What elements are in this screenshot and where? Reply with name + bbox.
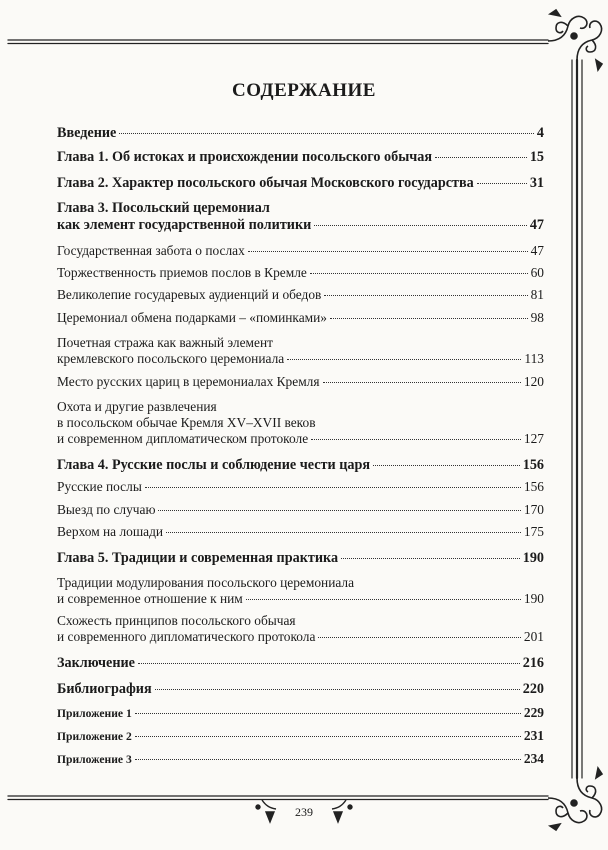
dot-leader: [135, 759, 521, 760]
toc-entry-title: Глава 3. Посольский церемониал: [57, 200, 270, 216]
toc-entry[interactable]: [57, 457, 544, 474]
toc-entry-page: 113: [524, 351, 544, 366]
toc-entry-title: Торжественность приемов послов в Кремле: [57, 265, 307, 280]
dot-leader: [119, 133, 534, 134]
toc-entry-title: Выезд по случаю: [57, 502, 156, 517]
dot-leader: [310, 273, 528, 274]
toc-entry-title: и современном дипломатическом протоколе: [57, 431, 309, 446]
toc-entry[interactable]: [57, 705, 544, 721]
toc-entry[interactable]: [57, 310, 544, 326]
toc-entry-page: 15: [529, 149, 544, 165]
toc-entry-page: 4: [536, 125, 544, 141]
toc-entry[interactable]: [57, 149, 544, 166]
toc-entry-title: как элемент государственной политики: [57, 217, 312, 233]
toc-entry[interactable]: [57, 200, 544, 217]
toc-entry-title: Русские послы: [57, 479, 142, 494]
toc-entry[interactable]: [57, 728, 544, 744]
toc-entry-title: кремлевского посольского церемониала: [57, 351, 285, 366]
toc-entry-title: Охота и другие развлечения: [57, 399, 217, 414]
toc-entry-title: Традиции модулирования посольского церемониала: [57, 575, 355, 590]
toc-entry-page: 98: [530, 310, 544, 325]
toc-entry[interactable]: [57, 431, 544, 447]
toc-entry-page: 47: [530, 243, 544, 258]
toc-entry-title: Глава 2. Характер посольского обычая Московского государства: [57, 175, 474, 191]
toc-entry-title: Церемониал обмена подарками – «поминками»: [57, 310, 327, 325]
toc-entry-title: Приложение 3: [57, 753, 132, 766]
toc-entry-page: 229: [523, 705, 544, 720]
toc-entry-page: 216: [522, 655, 544, 671]
toc-entry[interactable]: [57, 629, 544, 645]
toc-entry-title: Глава 5. Традиции и современная практика: [57, 550, 339, 566]
corner-ornament-top-icon: [548, 10, 602, 70]
toc-entry[interactable]: [57, 415, 544, 431]
toc-entry[interactable]: [57, 243, 544, 259]
toc-entry-page: 170: [523, 502, 544, 517]
toc-entry[interactable]: [57, 751, 544, 767]
toc-entry-title: Библиография: [57, 681, 152, 697]
toc-entry[interactable]: [57, 265, 544, 281]
toc-entry-title: Заключение: [57, 655, 135, 671]
dot-leader: [138, 663, 520, 664]
toc-entry[interactable]: [57, 591, 544, 607]
toc-entry-page: 231: [523, 728, 544, 743]
toc-entry-title: Глава 4. Русские послы и соблюдение чести царя: [57, 457, 371, 473]
toc-entry-page: 175: [523, 524, 544, 539]
dot-leader: [166, 532, 521, 533]
toc-entry-page: 201: [523, 629, 544, 644]
toc-entry[interactable]: [57, 479, 544, 495]
toc-entry[interactable]: [57, 217, 544, 234]
toc-entry[interactable]: [57, 374, 544, 390]
dot-leader: [135, 713, 521, 714]
toc-entry-page: 31: [529, 175, 544, 191]
toc-entry-page: 120: [523, 374, 544, 389]
dot-leader: [311, 439, 521, 440]
toc-entry[interactable]: [57, 575, 544, 591]
toc-entry-title: Почетная стража как важный элемент: [57, 335, 273, 350]
dot-leader: [287, 359, 521, 360]
toc-entry[interactable]: [57, 335, 544, 351]
toc-entry-title: в посольском обычае Кремля XV–XVII веков: [57, 415, 316, 430]
toc-entry[interactable]: [57, 681, 544, 698]
toc-entry[interactable]: [57, 175, 544, 192]
toc-entry-title: Место русских цариц в церемониалах Кремля: [57, 374, 320, 389]
toc-entry-title: и современное отношение к ним: [57, 591, 243, 606]
dot-leader: [324, 295, 527, 296]
toc-entry-title: Верхом на лошади: [57, 524, 164, 539]
dot-leader: [314, 225, 527, 226]
toc-entry-title: Схожесть принципов посольского обычая: [57, 613, 296, 628]
dot-leader: [145, 487, 521, 488]
toc-entry[interactable]: [57, 613, 544, 629]
dot-leader: [318, 637, 520, 638]
dot-leader: [158, 510, 520, 511]
dot-leader: [435, 157, 527, 158]
dot-leader: [323, 382, 521, 383]
toc-entry-title: Введение: [57, 125, 117, 141]
toc-entry-page: 156: [523, 479, 544, 494]
dot-leader: [155, 689, 520, 690]
toc-entry-page: 60: [530, 265, 544, 280]
dot-leader: [373, 465, 520, 466]
toc-entry-page: 190: [522, 550, 544, 566]
dot-leader: [135, 736, 521, 737]
toc-entry-page: 190: [523, 591, 544, 606]
toc-entry-page: 47: [529, 217, 544, 233]
toc-entry-title: и современного дипломатического протокола: [57, 629, 316, 644]
toc-entry[interactable]: [57, 125, 544, 142]
toc-entry-page: 234: [523, 751, 544, 766]
toc-entry-title: Приложение 2: [57, 730, 132, 743]
dot-leader: [246, 599, 521, 600]
toc-entry-title: Великолепие государевых аудиенций и обедов: [57, 287, 322, 302]
page-number: 239: [295, 805, 313, 819]
toc-entry-title: Государственная забота о послах: [57, 243, 245, 258]
page-title: СОДЕРЖАНИЕ: [232, 80, 376, 101]
toc-entry[interactable]: [57, 399, 544, 415]
dot-leader: [248, 251, 528, 252]
toc-entry-page: 156: [522, 457, 544, 473]
toc-entry[interactable]: [57, 287, 544, 303]
dot-leader: [330, 318, 528, 319]
toc-entry[interactable]: [57, 351, 544, 367]
toc-entry[interactable]: [57, 550, 544, 567]
dot-leader: [477, 183, 527, 184]
toc-entry-title: Приложение 1: [57, 707, 132, 720]
toc-entry-page: 220: [522, 681, 544, 697]
toc-entry-title: Глава 1. Об истоках и происхождении посольского обычая: [57, 149, 433, 165]
toc-entry-page: 127: [523, 431, 544, 446]
corner-ornament-bottom-icon: [548, 768, 602, 830]
toc-entry[interactable]: [57, 524, 544, 540]
toc-entry-page: 81: [530, 287, 544, 302]
dot-leader: [341, 558, 520, 559]
toc-entry[interactable]: [57, 502, 544, 518]
toc-entry[interactable]: [57, 655, 544, 672]
